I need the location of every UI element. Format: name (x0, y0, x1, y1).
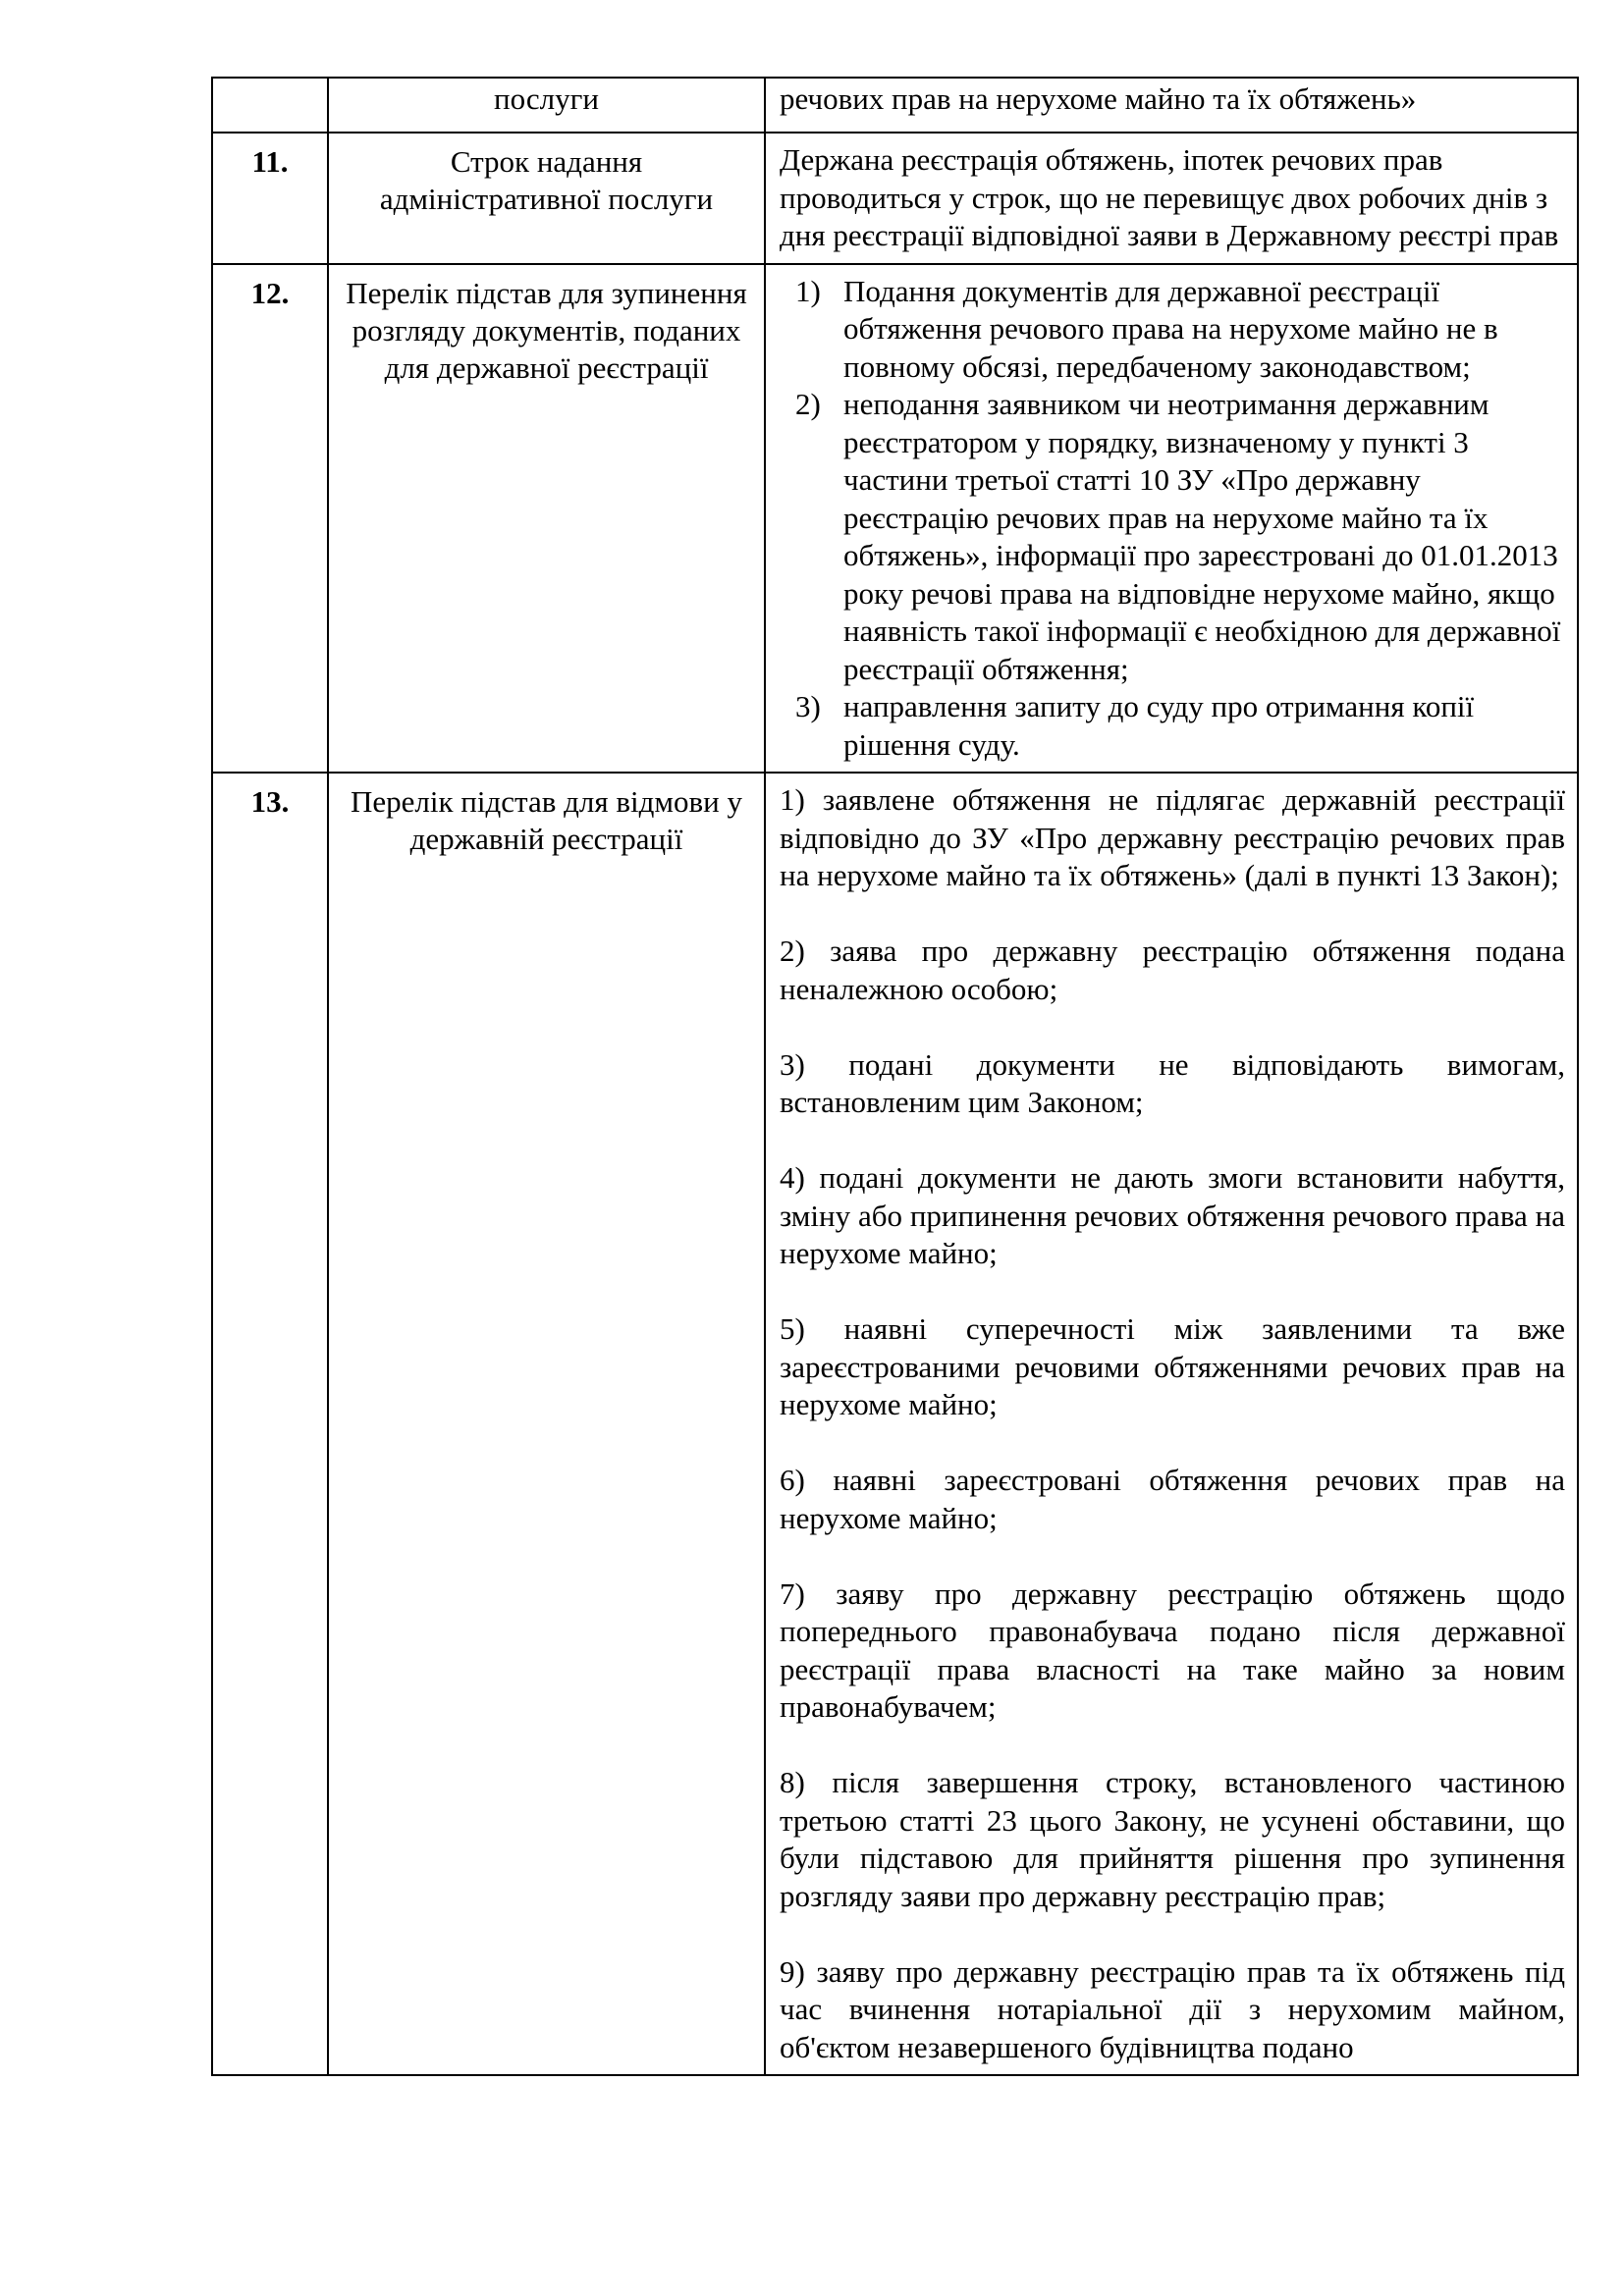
row-label: Строк надання адміністративної послуги (328, 133, 765, 264)
list-item-text: Подання документів для державної реєстрації обтяження речового права на нерухоме майно не в повному обсязі, передбаченому законодавством; (843, 273, 1498, 384)
refusal-ground-paragraph: 6) наявні зареєстровані обтяження речових прав на нерухоме майно; (780, 1463, 1565, 1535)
refusal-ground-paragraph: 2) заява про державну реєстрацію обтяження подана неналежною особою; (780, 934, 1565, 1006)
refusal-ground-paragraph: 3) подані документи не відповідають вимогам, встановленим цим Законом; (780, 1046, 1565, 1119)
row-number: 13. (212, 773, 328, 2075)
list-item-text: направлення запиту до суду про отримання копії рішення суду. (843, 689, 1475, 762)
suspension-grounds-list (780, 273, 1565, 765)
list-marker: 2) (795, 387, 821, 421)
refusal-ground-paragraph: 7) заяву про державну реєстрацію обтяжень щодо попереднього правонабувача подано після державної реєстрації права власності на таке майно за новим правонабувачем; (780, 1575, 1565, 1724)
row-number (212, 78, 328, 133)
row-value (765, 773, 1578, 2075)
list-marker: 3) (795, 689, 821, 723)
row-label: Перелік підстав для відмови у державній реєстрації (328, 773, 765, 2075)
list-item-text: неподання заявником чи неотримання державним реєстратором у порядку, визначеному у пункті 3 частини третьої статті 10 ЗУ «Про державну реєстрацію речових прав на нерухоме майно та їх обтяжень», інформації про зареєстровані до 01.01.2013 року речові права на відповідне нерухоме майно, якщо наявність такої інформації є необхідною для державної реєстрації обтяження; (843, 387, 1561, 686)
row-number: 11. (212, 133, 328, 264)
services-table (211, 77, 1579, 2076)
row-number: 12. (212, 264, 328, 774)
list-item (780, 688, 1565, 764)
list-marker: 1) (795, 273, 821, 308)
table-row (212, 773, 1578, 2075)
row-value: Держана реєстрація обтяжень, іпотек речових прав проводиться у строк, що не перевищує двох робочих днів з дня реєстрації відповідної заяви в Державному реєстрі прав (765, 133, 1578, 264)
refusal-ground-paragraph: 5) наявні суперечності між заявленими та вже зареєстрованими речовими обтяженнями речових прав на нерухоме майно; (780, 1311, 1565, 1421)
refusal-ground-paragraph: 4) подані документи не дають змоги встановити набуття, зміну або припинення речових обтяження речового права на нерухоме майно; (780, 1160, 1565, 1270)
row-value (765, 264, 1578, 774)
row-label: Перелік підстав для зупинення розгляду документів, поданих для державної реєстрації (328, 264, 765, 774)
refusal-ground-paragraph: 1) заявлене обтяження не підлягає державній реєстрації відповідно до ЗУ «Про державну реєстрацію речових прав на нерухоме майно та їх обтяжень» (далі в пункті 13 Закон); (780, 782, 1565, 892)
list-item (780, 273, 1565, 387)
table-row (212, 133, 1578, 264)
row-label: послуги (328, 78, 765, 133)
refusal-ground-paragraph: 9) заяву про державну реєстрацію прав та їх обтяжень під час вчинення нотаріальної дії з нерухомим майном, об'єктом незавершеного будівництва подано (780, 1953, 1565, 2064)
row-value: речових прав на нерухоме майно та їх обтяжень» (765, 78, 1578, 133)
list-item (780, 386, 1565, 688)
refusal-ground-paragraph: 8) після завершення строку, встановленого частиною третьою статті 23 цього Закону, не усунені обставини, що були підставою для прийняття рішення про зупинення розгляду заяви про державну реєстрацію прав; (780, 1765, 1565, 1913)
table-row (212, 78, 1578, 133)
table-row (212, 264, 1578, 774)
